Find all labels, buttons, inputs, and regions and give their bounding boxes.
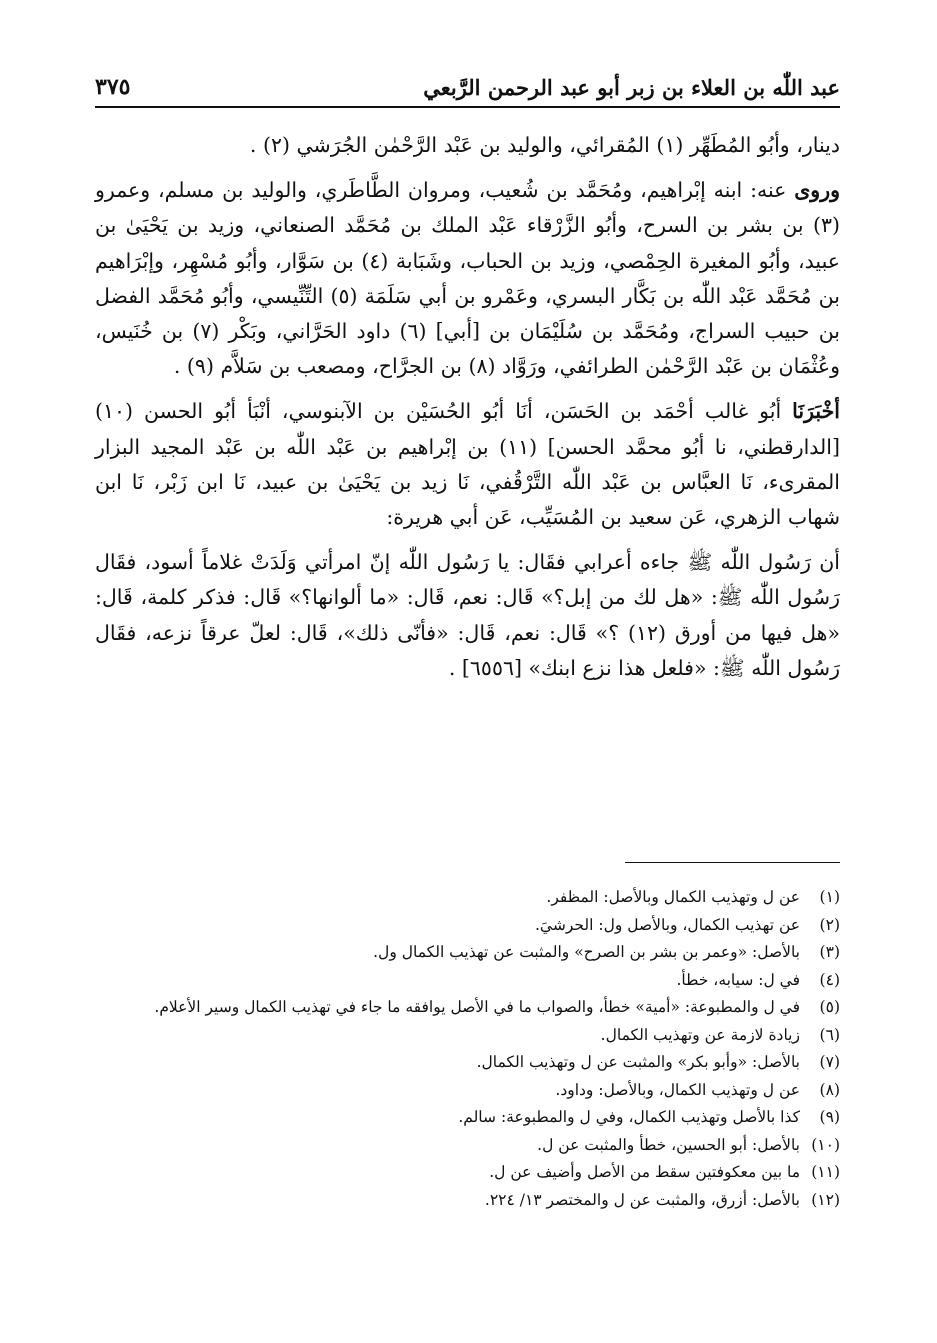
- paragraph-text: عنه: ابنه إبْراهيم، ومُحَمَّد بن شُعيب، ومروان الطَّاطَري، والوليد بن مسلم، وعمرو (٣) بن بشر بن السرح، وأبُو الزَّرْقاء عَبْد الملك بن مُحَمَّد الصنعاني، وزيد بن يَحْيَىٰ بن عبيد، وأبُو المغيرة الحِمْصي، وزيد بن الحباب، وشَبَابة (٤) بن سَوَّار، وأبُو مُسْهِر، وإبْرَاهيم بن مُحَمَّد عَبْد اللّٰه بن بَكَّار البسري، وعَمْرو بن أبي سَلَمَة (٥) التِّنِّيسي، وأبُو مُحَمَّد الفضل بن حبيب السراج، ومُحَمَّد بن سُلَيْمَان بن [أبي] (٦) داود الحَرَّاني، وبَكْر (٧) بن خُنَيس، وعُثْمَان بن عَبْد الرَّحْمٰن الطرائفي، ورَوَّاد (٨) بن الجرَّاح، ومصعب بن سَلاَّم (٩) .: [95, 178, 841, 379]
- footnote-text: عن ل وتهذيب الكمال، وبالأصل: وداود.: [555, 1080, 800, 1099]
- footnote-number: (٨): [819, 1080, 840, 1099]
- footnote-text: بالأصل: «وعمر بن بشر بن الصرح» والمثبت عن تهذيب الكمال ول.: [373, 943, 800, 961]
- footnote-text: عن تهذيب الكمال، وبالأصل ول: الحرشيَ.: [535, 915, 800, 934]
- running-title: عبد اللّٰه بن العلاء بن زبر أبو عبد الرحمن الرَّبعي: [423, 75, 840, 100]
- footnote-number: (١): [819, 888, 840, 906]
- footnote-text: كذا بالأصل وتهذيب الكمال، وفي ل والمطبوعة: سالم.: [458, 1108, 800, 1126]
- paragraph-teachers: [95, 128, 840, 163]
- page-number: ٣٧٥: [95, 74, 131, 100]
- footnote: [95, 994, 840, 1022]
- footnote: [95, 884, 840, 912]
- paragraph-lead: وروى: [794, 178, 840, 203]
- footnote-text: بالأصل: أبو الحسين، خطأ والمثبت عن ل.: [537, 1135, 800, 1154]
- paragraph-text: دينار، وأبُو المُطَهِّر (١) المُقرائي، والوليد بن عَبْد الرَّحْمٰن الجُرَشي (٢) .: [249, 133, 840, 157]
- footnote-number: (١٢): [811, 1190, 840, 1209]
- footnote-separator: [625, 862, 840, 863]
- footnote: [95, 1104, 840, 1132]
- paragraph-text: أبُو غالب أحْمَد بن الحَسَن، أنَا أبُو الحُسَيْن بن الآبنوسي، أنْبَأ أبُو الحسن (١٠) [الدارقطني، نا أبُو محمَّد الحسن] (١١) بن إبْراهيم بن عَبْد اللّٰه بن عَبْد المجيد البزار المقرىء، نَا العبَّاس بن عَبْد اللّٰه التَّرْقُفي، نَا زيد بن يَحْيَىٰ بن عبيد، نَا ابن زَبْر، نَا ابن شهاب الزهري، عَن سعيد بن المُسَيِّب، عَن أبي هريرة:: [95, 399, 840, 530]
- footnote-text: زيادة لازمة عن وتهذيب الكمال.: [600, 1025, 800, 1044]
- footnote: [95, 1022, 840, 1050]
- footnote: [95, 967, 840, 995]
- paragraph-lead: أخْبَرَنَا: [792, 399, 840, 424]
- footnote-number: (٢): [819, 915, 840, 934]
- footnote-text: ما بين معكوفتين سقط من الأصل وأضيف عن ل.: [489, 1163, 800, 1181]
- paragraph-text: أن رَسُول اللّٰه ﷺ جاءه أعرابي فقَال: يا رَسُول اللّٰه إنّ امرأتي وَلَدَتْ غلاماً أسود، فقَال رَسُول اللّٰه ﷺ: «هل لك من إبل؟» قَال: نعم، قَال: «ما ألوانها؟» قَال: فذكر كلمة، قَال: «هل فيها من أورق (١٢) ؟» قَال: نعم، قَال: «فأنّى ذلك»، قَال: لعلّ عرقاً نزعه، فقَال رَسُول اللّٰه ﷺ: «فلعل هذا نزع ابنك» [٦٥٥٦] .: [95, 550, 840, 680]
- footnote-number: (٧): [819, 1053, 840, 1071]
- footnote: [95, 1159, 840, 1187]
- paragraph-hadith: [95, 545, 840, 686]
- footnotes: [95, 884, 840, 1214]
- footnote-number: (١١): [811, 1163, 840, 1181]
- footnote: [95, 1132, 840, 1160]
- footnote-text: عن ل وتهذيب الكمال وبالأصل: المظفر.: [546, 888, 800, 906]
- footnote: [95, 939, 840, 967]
- footnote: [95, 1187, 840, 1215]
- footnote: [95, 1049, 840, 1077]
- paragraph-narrators: [95, 173, 840, 384]
- footnote-text: في ل: سيابه، خطأ.: [676, 970, 800, 989]
- footnote: [95, 912, 840, 940]
- footnote-text: بالأصل: أزرق، والمثبت عن ل والمختصر ١٣/ ٢٢٤.: [484, 1190, 800, 1209]
- footnote-number: (٩): [819, 1108, 840, 1126]
- footnote-text: في ل والمطبوعة: «أمية» خطأ، والصواب ما في الأصل يوافقه ما جاء في تهذيب الكمال وسير الأعلام.: [154, 998, 800, 1016]
- footnote-text: بالأصل: «وأبو بكر» والمثبت عن ل وتهذيب الكمال.: [476, 1053, 800, 1071]
- footnote-number: (٣): [819, 943, 840, 961]
- paragraph-isnad: [95, 394, 840, 535]
- footnote-number: (٥): [819, 998, 840, 1016]
- footnote-number: (٤): [819, 970, 840, 989]
- page-header: [95, 66, 840, 108]
- footnote-number: (١٠): [811, 1135, 840, 1154]
- main-text: [95, 128, 840, 686]
- footnote-number: (٦): [819, 1025, 840, 1044]
- footnote: [95, 1077, 840, 1105]
